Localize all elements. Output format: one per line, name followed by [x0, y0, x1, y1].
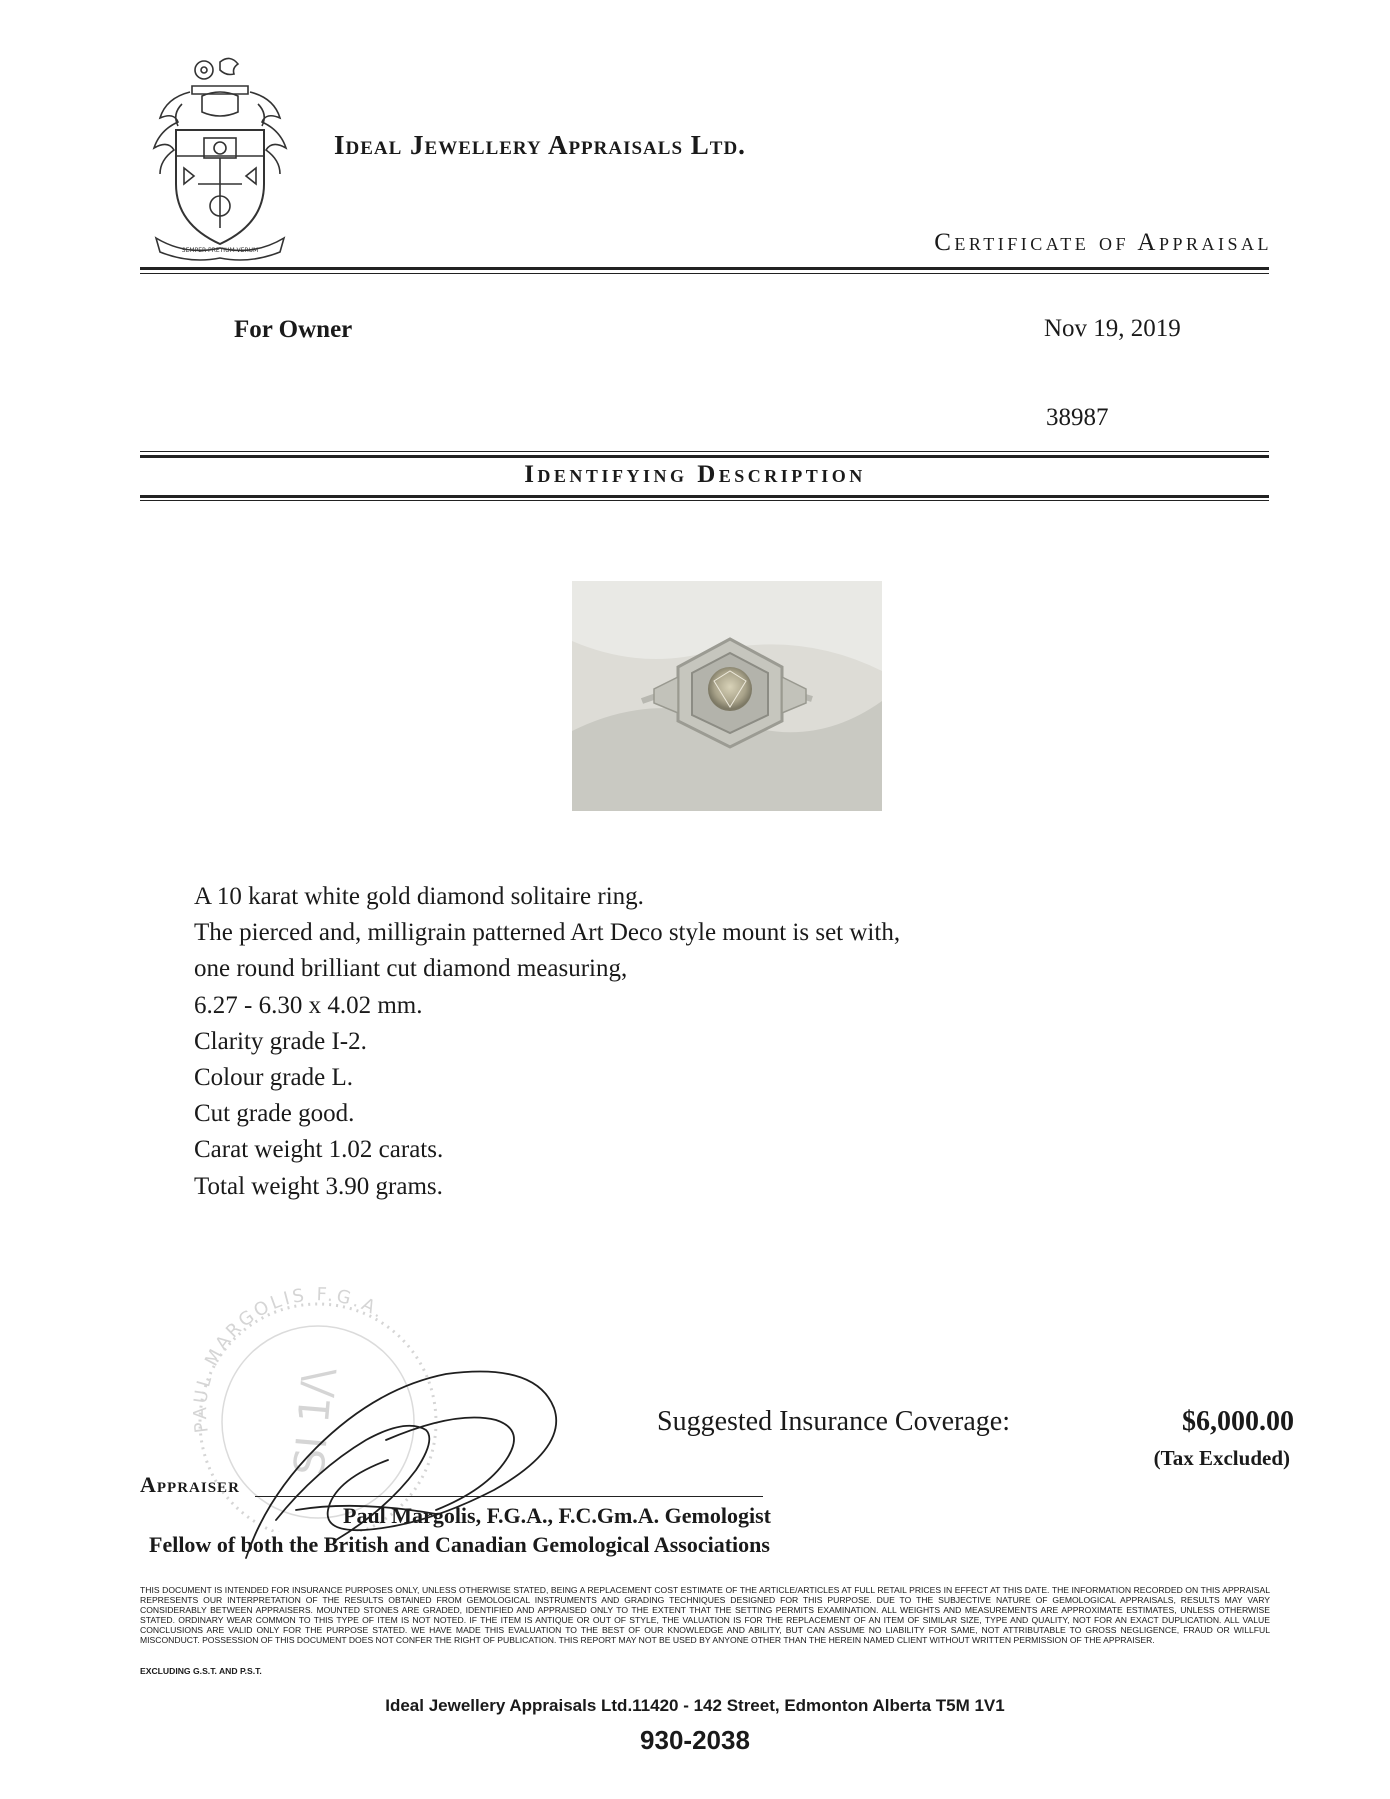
- section-rule-bottom: [140, 500, 1269, 501]
- footer-address: Ideal Jewellery Appraisals Ltd.11420 - 142 Street, Edmonton Alberta T5M 1V1: [385, 1696, 1005, 1715]
- description-line: Colour grade L.: [194, 1064, 353, 1092]
- diamond-ring-photo: [572, 581, 882, 811]
- description-line: A 10 karat white gold diamond solitaire ring.: [194, 883, 644, 910]
- tax-note: (Tax Excluded): [1153, 1446, 1290, 1470]
- description-line: one round brilliant cut diamond measuring,: [194, 955, 628, 983]
- appraisal-date: Nov 19, 2019: [1044, 315, 1181, 342]
- description-line: The pierced and, milligrain patterned Art Deco style mount is set with,: [194, 919, 901, 947]
- section-rule-bottom-thick: [140, 495, 1269, 498]
- legal-disclaimer: THIS DOCUMENT IS INTENDED FOR INSURANCE PURPOSES ONLY, UNLESS OTHERWISE STATED, BEING A REPLACEMENT COST ESTIMATE OF THE ARTICLE/ARTICLES AT FULL RETAIL PRICES IN EFFECT AT THIS DATE. THE INFORMATION RECORDED ON THIS APPRAISAL REPRESENTS OUR INTERPRETATION OF THE RESULTS OBTAINED FROM GEMOLOGICAL INSTRUMENTS AND GRADING TECHNIQUES DESIGNED FOR THIS PURPOSE. DUE TO THE SUBJECTIVE NATURE OF GEMOLOGICAL APPRAISALS, RESULTS MAY VARY CONSIDERABLY BETWEEN APPRAISERS. MOUNTED STONES ARE GRADED, IDENTIFIED AND APPRAISED ONLY TO THE EXTENT THAT THE SETTING PERMITS EXAMINATION. ALL WEIGHTS AND MEASUREMENTS ARE APPROXIMATE ESTIMATES, UNLESS OTHERWISE STATED. ORDINARY WEAR COMMON TO THIS TYPE OF ITEM IS NOT NOTED. IF THE ITEM IS ANTIQUE OR OUT OF STYLE, THE VALUATION IS FOR THE REPLACEMENT OF AN ITEM OF SIMILAR SIZE, TYPE AND QUALITY, NOT FOR AN EXACT DUPLICATION. ALL VALUE CONCLUSIONS ARE VALID ONLY FOR THE PURPOSE STATED. WE HAVE MADE THIS EVALUATION TO THE BEST OF OUR KNOWLEDGE AND ABILITY, BUT CAN ASSUME NO LIABILITY FOR SAME, NOT ATTRIBUTABLE TO GROSS NEGLIGENCE, FRAUD OR WILLFUL MISCONDUCT. POSSESSION OF THIS DOCUMENT DOES NOT CONFER THE RIGHT OF PUBLICATION. THIS REPORT MAY NOT BE USED BY ANYONE OTHER THAN THE HEREIN NAMED CLIENT WITHOUT WRITTEN PERMISSION OF THE APPRAISER.: [140, 1585, 1270, 1645]
- coat-of-arms-icon: [142, 52, 298, 264]
- description-line: Clarity grade I-2.: [194, 1027, 367, 1055]
- appraiser-label: Appraiser: [140, 1472, 240, 1497]
- certificate-title: Certificate of Appraisal: [934, 229, 1272, 256]
- header-rule-thin: [140, 273, 1269, 274]
- appraiser-name: Paul Margolis, F.G.A., F.C.Gm.A. Gemologist: [343, 1503, 771, 1528]
- owner-label: For Owner: [234, 316, 353, 343]
- svg-text:PAUL MARGOLIS F.G.A.: PAUL MARGOLIS F.G.A.: [190, 1284, 390, 1435]
- appraiser-credentials: Fellow of both the British and Canadian Gemological Associations: [149, 1532, 770, 1557]
- svg-text:SI 1/\: SI 1/\: [284, 1365, 343, 1478]
- coverage-amount: $6,000.00: [1182, 1406, 1294, 1437]
- header-rule-thick: [140, 267, 1269, 270]
- description-line: Total weight 3.90 grams.: [194, 1172, 443, 1200]
- section-rule-top-thick: [140, 455, 1269, 458]
- description-line: Cut grade good.: [194, 1100, 355, 1128]
- svg-text:SEMPER PRETIUM VERUM: SEMPER PRETIUM VERUM: [181, 247, 259, 254]
- item-description: [194, 879, 900, 1205]
- handwritten-signature: [236, 1370, 566, 1560]
- description-line: Carat weight 1.02 carats.: [194, 1136, 444, 1164]
- section-title: Identifying Description: [524, 461, 866, 488]
- reference-number: 38987: [1046, 404, 1109, 431]
- section-rule-top: [140, 451, 1269, 452]
- company-name: Ideal Jewellery Appraisals Ltd.: [334, 130, 746, 160]
- tax-exclusion-note: EXCLUDING G.S.T. AND P.S.T.: [140, 1666, 262, 1676]
- description-line: 6.27 - 6.30 x 4.02 mm.: [194, 991, 423, 1019]
- coverage-label: Suggested Insurance Coverage:: [657, 1406, 1010, 1437]
- footer-phone: 930-2038: [640, 1725, 750, 1755]
